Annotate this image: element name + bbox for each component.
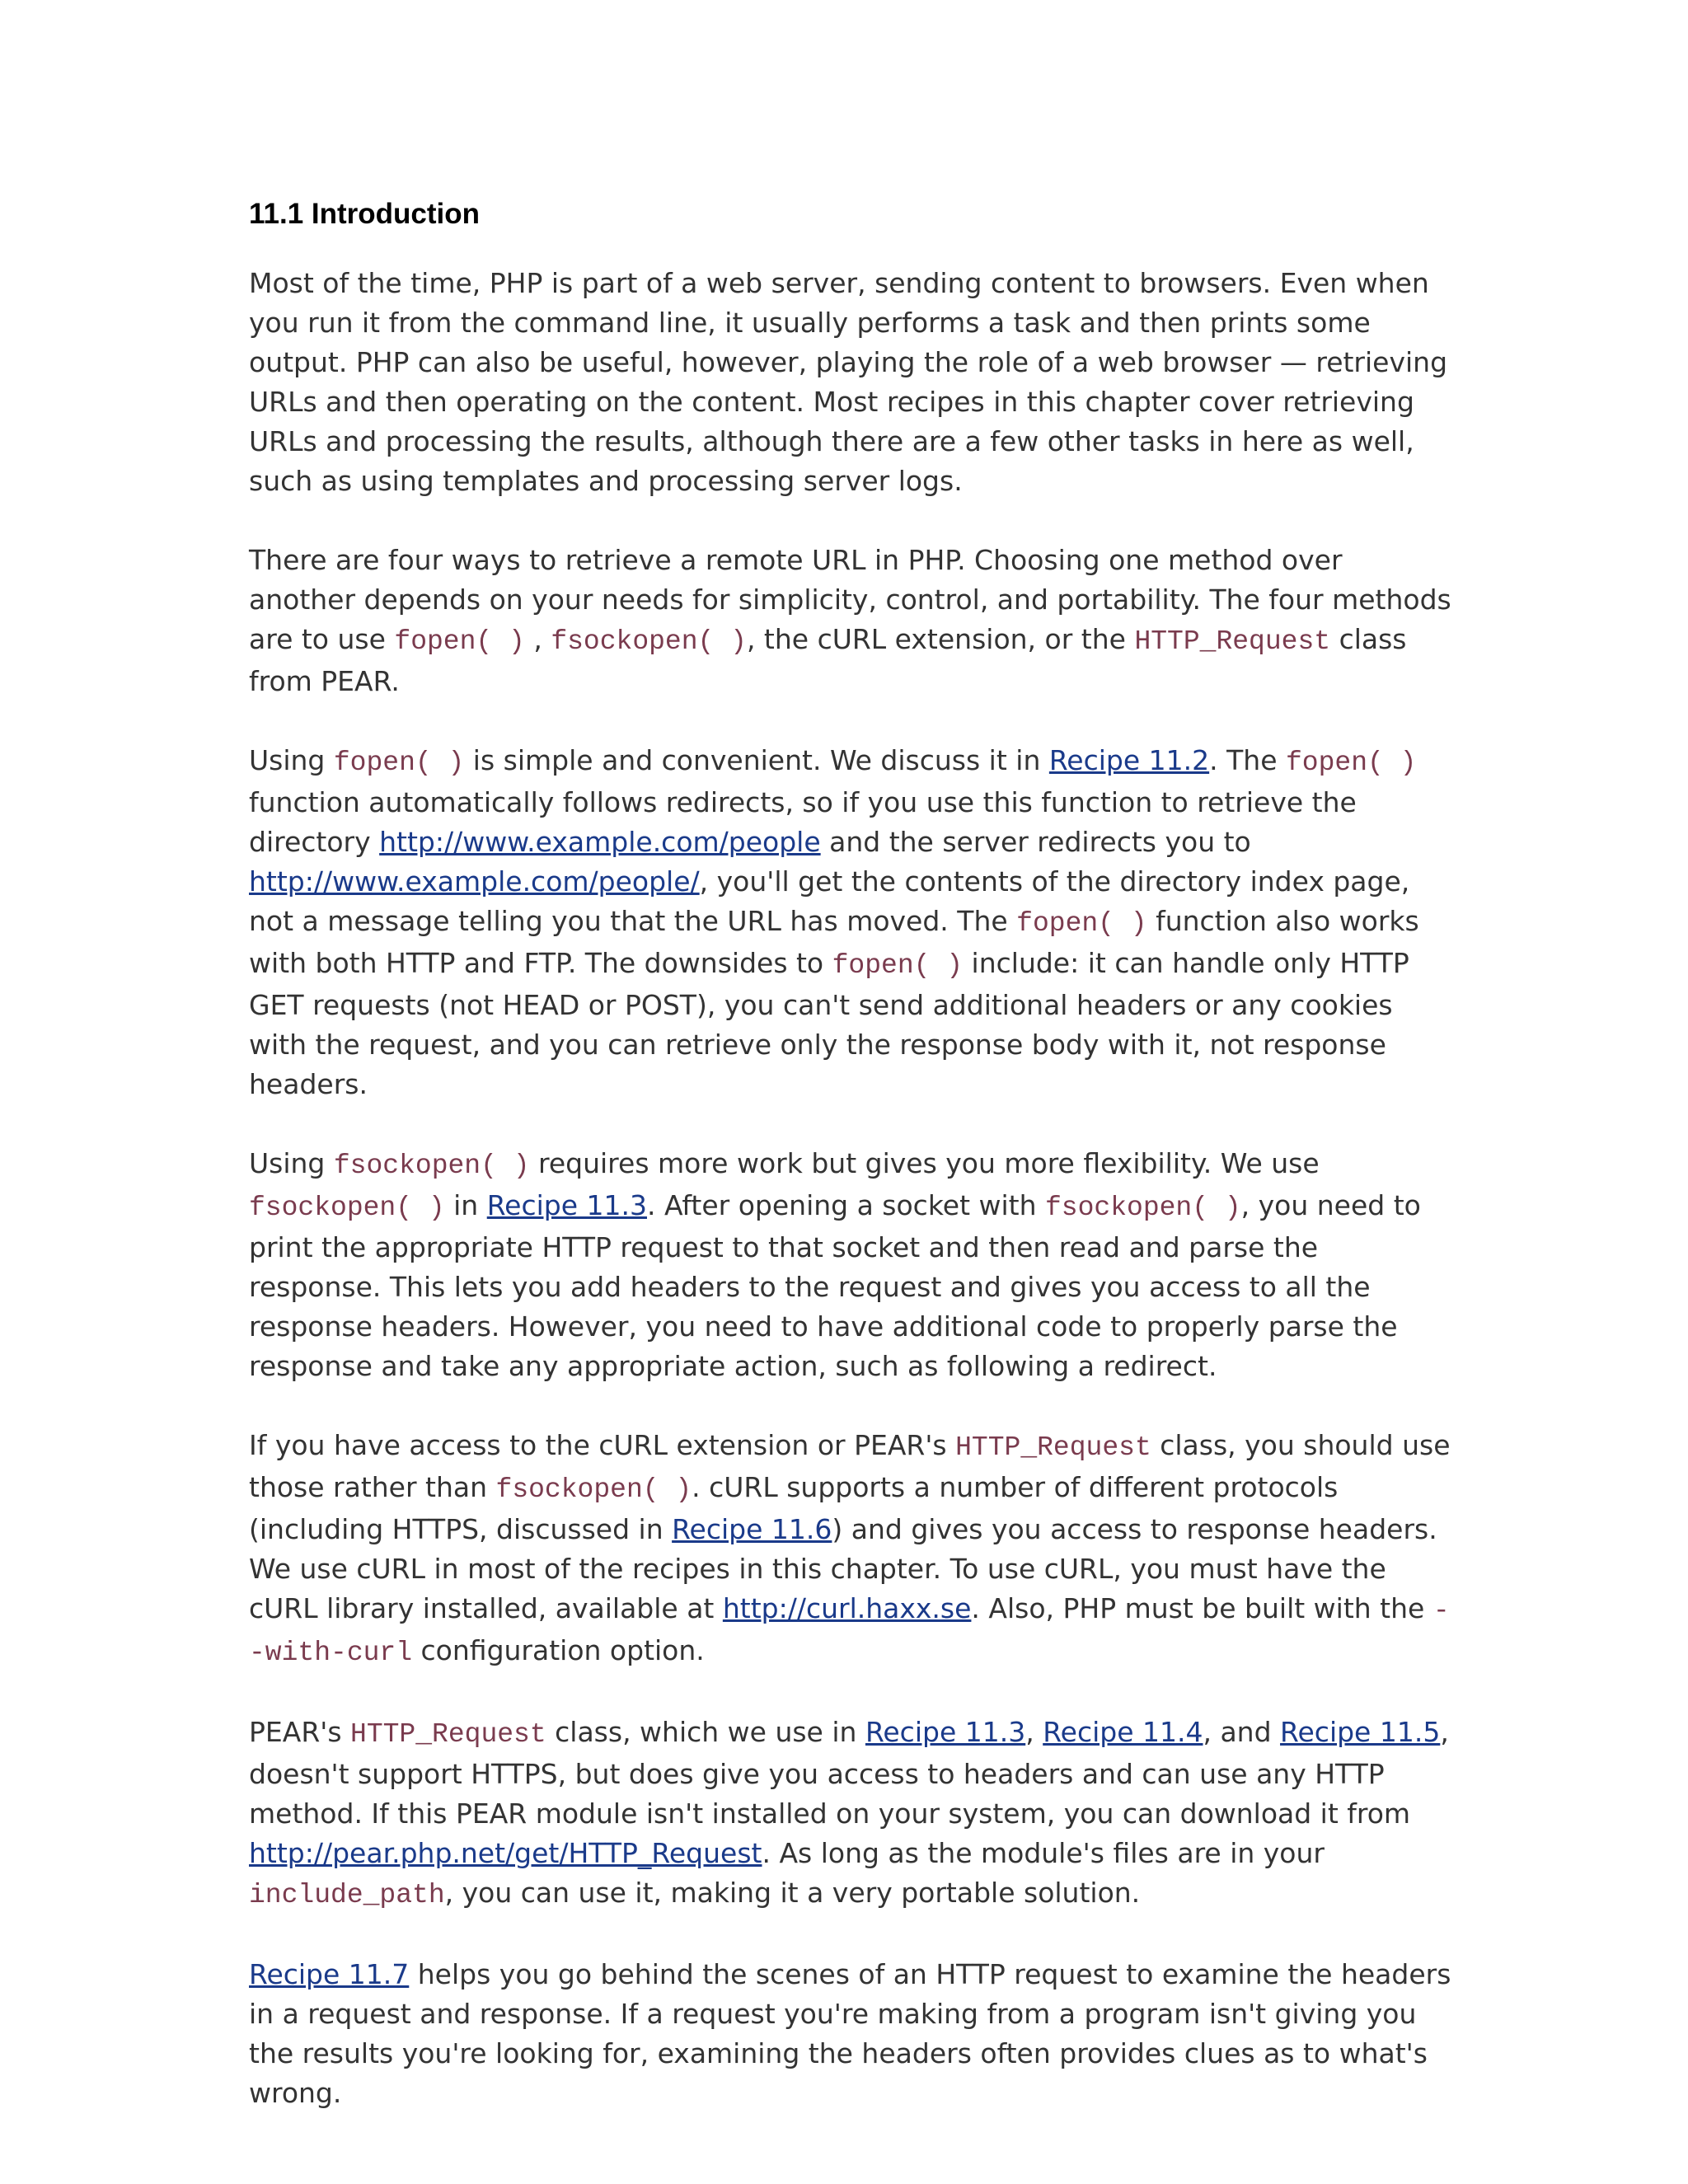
- paragraph-fsockopen: [249, 1144, 1452, 1386]
- text-run: class, you should use those rather than: [249, 1429, 1451, 1503]
- section-heading: 11.1 Introduction: [249, 198, 481, 230]
- code-fopen: fopen( ): [832, 950, 964, 981]
- text-run: and the server redirects you to: [820, 826, 1251, 858]
- text-run: ,: [1025, 1716, 1043, 1748]
- code-fopen: fopen( ): [333, 748, 465, 778]
- paragraph-four-ways: [249, 541, 1452, 701]
- paragraph-pear: [249, 1713, 1452, 1915]
- link-example-people[interactable]: http://www.example.com/people: [379, 826, 821, 858]
- text-run: , doesn't support HTTPS, but does give you access to headers and can use any HTTP method. If this PEAR module isn't installed on your system, you can download it from: [249, 1716, 1449, 1830]
- code-fsockopen: fsockopen( ): [333, 1151, 530, 1181]
- code-with-curl: --with-curl: [249, 1596, 1450, 1668]
- code-fsockopen: fsockopen( ): [495, 1474, 692, 1505]
- link-recipe-11-6[interactable]: Recipe 11.6: [672, 1513, 832, 1545]
- text-run: in: [444, 1189, 487, 1221]
- text-run: ,: [524, 623, 551, 655]
- text-run: , you can use it, making it a very portable solution.: [444, 1877, 1141, 1909]
- text-run: . After opening a socket with: [647, 1189, 1045, 1221]
- text-run: requires more work but gives you more flexibility. We use: [529, 1147, 1320, 1179]
- link-recipe-11-4[interactable]: Recipe 11.4: [1043, 1716, 1203, 1748]
- code-fopen: fopen( ): [394, 626, 525, 657]
- link-curl-haxx[interactable]: http://curl.haxx.se: [722, 1592, 972, 1624]
- link-recipe-11-7[interactable]: Recipe 11.7: [249, 1958, 410, 1990]
- text-run: helps you go behind the scenes of an HTTP request to examine the headers in a request and response. If a request you're making from a program isn't giving you the results you're looking for, examining the headers often provides clues as to what's wrong.: [249, 1958, 1451, 2109]
- text-run: function automatically follows redirects, so if you use this function to retrieve the directory: [249, 786, 1357, 858]
- text-run: include: it can handle only HTTP GET requests (not HEAD or POST), you can't send additional headers or any cookies with the request, and you can retrieve only the response body with it, not response headers.: [249, 947, 1409, 1100]
- code-fopen: fopen( ): [1286, 748, 1417, 778]
- text-run: function also works with both HTTP and FTP. The downsides to: [249, 905, 1419, 979]
- text-run: is simple and convenient. We discuss it in: [464, 744, 1049, 776]
- code-http-request: HTTP_Request: [350, 1719, 546, 1750]
- code-http-request: HTTP_Request: [955, 1432, 1151, 1463]
- text-run: . Also, PHP must be built with the: [971, 1592, 1433, 1624]
- text-run: PEAR's: [249, 1716, 351, 1748]
- code-include-path: include_path: [249, 1880, 445, 1910]
- text-run: class from PEAR.: [249, 623, 1407, 697]
- text-run: class, which we use in: [546, 1716, 865, 1748]
- text-run: . cURL supports a number of different protocols (including HTTPS, discussed in: [249, 1471, 1339, 1545]
- paragraph-intro: [249, 264, 1452, 501]
- text-run: If you have access to the cURL extension or PEAR's: [249, 1429, 956, 1461]
- code-fsockopen: fsockopen( ): [249, 1193, 445, 1223]
- paragraph-fopen: [249, 741, 1452, 1104]
- text-run: Using: [249, 744, 334, 776]
- paragraph-curl: [249, 1426, 1452, 1673]
- link-example-people-slash[interactable]: http://www.example.com/people/: [249, 865, 700, 898]
- link-recipe-11-3[interactable]: Recipe 11.3: [865, 1716, 1026, 1748]
- code-http-request: HTTP_Request: [1134, 626, 1331, 657]
- paragraph-headers: [249, 1955, 1452, 2113]
- code-fsockopen: fsockopen( ): [1045, 1193, 1241, 1223]
- text-run: , you need to print the appropriate HTTP request to that socket and then read and parse the response. This lets you add headers to the request and gives you access to all the response headers. However, you need to have additional code to properly parse the response and take any appropriate action, such as following a redirect.: [249, 1189, 1421, 1382]
- link-recipe-11-2[interactable]: Recipe 11.2: [1048, 744, 1210, 776]
- text-run: There are four ways to retrieve a remote URL in PHP. Choosing one method over another depends on your needs for simplicity, control, and portability. The four methods are to use: [249, 544, 1451, 655]
- text-run: , and: [1203, 1716, 1281, 1748]
- text-run: . The: [1209, 744, 1286, 776]
- code-fsockopen: fsockopen( ): [551, 626, 747, 657]
- link-recipe-11-5[interactable]: Recipe 11.5: [1280, 1716, 1441, 1748]
- text-run: Using: [249, 1147, 334, 1179]
- link-pear-http-request[interactable]: http://pear.php.net/get/HTTP_Request: [249, 1837, 762, 1869]
- code-fopen: fopen( ): [1016, 908, 1147, 939]
- paragraph-text: Most of the time, PHP is part of a web server, sending content to browsers. Even when you run it from the command line, it usually performs a task and then prints some output. PHP can also be useful, however, playing the role of a web browser — retrieving URLs and then operating on the content. Most recipes in this chapter cover retrieving URLs and processing the results, although there are a few other tasks in here as well, such as using templates and processing server logs.: [249, 267, 1448, 497]
- text-run: . As long as the module's files are in your: [762, 1837, 1325, 1869]
- text-run: ) and gives you access to response headers. We use cURL in most of the recipes in this chapter. To use cURL, you must have the cURL library installed, available at: [249, 1513, 1437, 1624]
- text-run: , you'll get the contents of the directory index page, not a message telling you that the URL has moved. The: [249, 865, 1410, 937]
- document-page: [249, 194, 1452, 2113]
- text-run: , the cURL extension, or the: [746, 623, 1135, 655]
- link-recipe-11-3[interactable]: Recipe 11.3: [486, 1189, 647, 1221]
- text-run: configuration option.: [412, 1634, 705, 1666]
